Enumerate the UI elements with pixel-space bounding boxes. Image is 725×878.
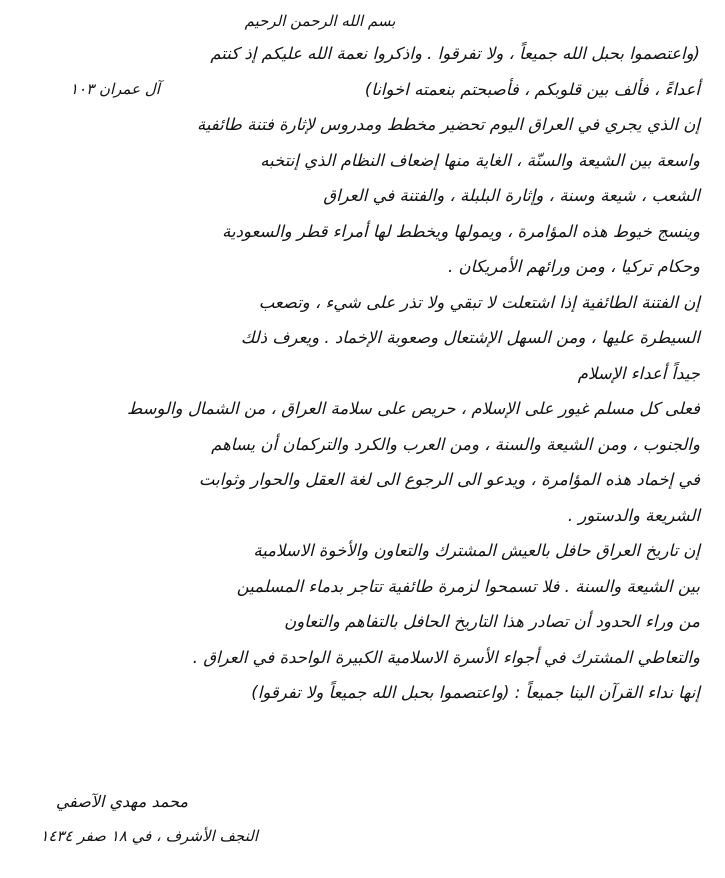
body-line-10: والجنوب ، ومن الشيعة والسنة ، ومن العرب والكرد والتركمان أن يساهم (211, 434, 700, 454)
body-line-17: إنها نداء القرآن الينا جميعاً : (واعتصموا بحبل الله جميعاً ولا تفرقوا) (251, 683, 700, 702)
body-line-13: إن تاريخ العراق حافل بالعيش المشترك والتعاون والأخوة الاسلامية (253, 541, 700, 560)
body-line-2: واسعة بين الشيعة والسنّة ، الغاية منها إضعاف النظام الذي إنتخبه (260, 150, 700, 170)
body-line-7: السيطرة عليها ، ومن السهل الإشتعال وصعوبة الإخماد . ويعرف ذلك (240, 328, 700, 347)
body-line-4: وينسج خيوط هذه المؤامرة ، ويمولها ويخطط لها أمراء قطر والسعودية (222, 221, 700, 241)
quran-verse-line-2 (50, 72, 700, 108)
body-line-9: فعلى كل مسلم غيور على الإسلام ، حريص على سلامة العراق ، من الشمال والوسط (127, 399, 700, 418)
body-line-3: الشعب ، شيعة وسنة ، وإثارة البلبلة ، والفتنة في العراق (323, 186, 700, 205)
basmala: بسم الله الرحمن الرحيم (244, 12, 396, 30)
body-line-11: في إخماد هذه المؤامرة ، ويدعو الى الرجوع الى لغة العقل والحوار وثوابت (198, 470, 700, 489)
quran-verse-text: أعداءً ، فألف بين قلوبكم ، فأصبحتم بنعمته اخوانا) (364, 79, 700, 99)
body-line-1: إن الذي يجري في العراق اليوم تحضير مخطط ومدروس لإثارة فتنة طائفية (196, 115, 700, 134)
body-line-15: من وراء الحدود أن تصادر هذا التاريخ الحافل بالتفاهم والتعاون (284, 612, 700, 631)
signature-block (18, 786, 258, 854)
body-line-8: جيداً أعداء الإسلام (577, 363, 700, 383)
body-line-12: الشريعة والدستور . (567, 505, 700, 525)
signature-name: محمد مهدي الآصفي (55, 792, 188, 811)
body-line-14: بين الشيعة والسنة . فلا تسمحوا لزمرة طائفية تتاجر بدماء المسلمين (236, 576, 700, 596)
letter-body (50, 6, 700, 711)
quran-verse-reference: آل عمران ١٠٣ (70, 79, 160, 98)
quran-verse-line-1: (واعتصموا بحبل الله جميعاً ، ولا تفرقوا . واذكروا نعمة الله عليكم إذ كنتم (210, 44, 700, 63)
body-line-6: إن الفتنة الطائفية إذا اشتعلت لا تبقي ولا تذر على شيء ، وتصعب (258, 292, 700, 312)
body-line-5: وحكام تركيا ، ومن ورائهم الأمريكان . (448, 257, 700, 276)
body-line-16: والتعاطي المشترك في أجواء الأسرة الاسلامية الكبيرة الواحدة في العراق . (192, 647, 700, 667)
signature-place-date: النجف الأشرف ، في ١٨ صفر ١٤٣٤ (40, 827, 258, 845)
